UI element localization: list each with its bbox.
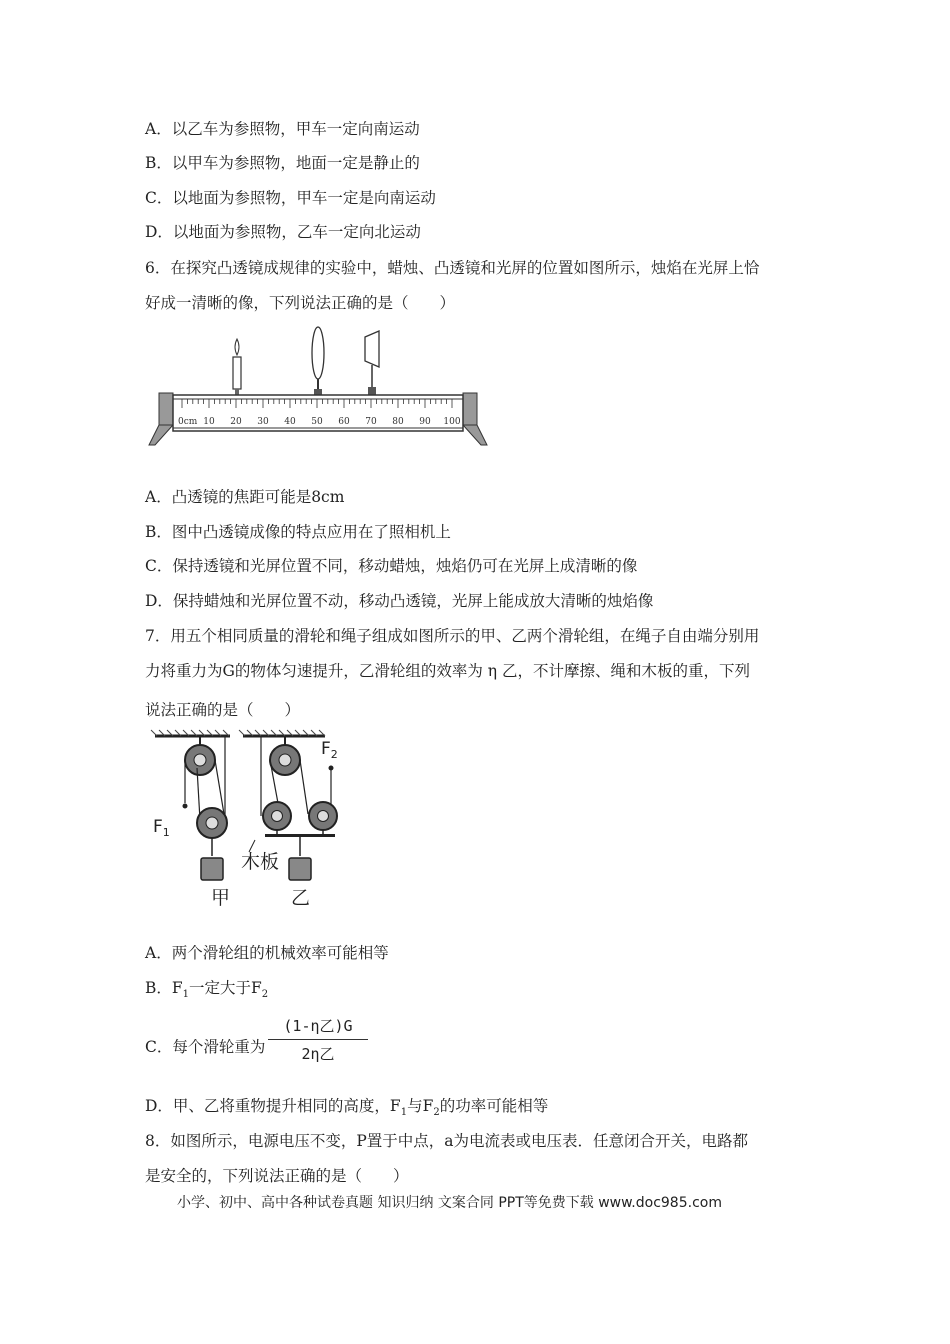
q6-option-a: A．凸透镜的焦距可能是8cm: [145, 488, 345, 506]
ceiling-jia: [151, 730, 230, 736]
q5-option-c: C．以地面为参照物，甲车一定是向南运动: [145, 189, 436, 207]
svg-text:F2: [321, 739, 338, 761]
q7-option-c: C．每个滑轮重为: [145, 1038, 266, 1056]
q8-stem-line2: 是安全的，下列说法正确的是（ ）: [145, 1167, 409, 1185]
q6-option-c: C．保持透镜和光屏位置不同，移动蜡烛，烛焰仍可在光屏上成清晰的像: [145, 557, 638, 575]
ruler-label: 70: [365, 417, 377, 427]
q6-stem-line2: 好成一清晰的像，下列说法正确的是（ ）: [145, 294, 456, 312]
fraction-bar: [268, 1039, 368, 1040]
fraction-numerator: (1-η乙)G: [283, 1017, 353, 1035]
q7-option-d: D．甲、乙将重物提升相同的高度，$F_1$与$F_2$的功率可能相等: [145, 1097, 549, 1119]
candle-icon: [233, 339, 241, 397]
label-f1: F: [153, 817, 163, 837]
label-f2: F: [321, 739, 331, 759]
q7-stem-line3: 说法正确的是（ ）: [145, 701, 301, 719]
page-footer: 小学、初中、高中各种试卷真题 知识归纳 文案合同 PPT等免费下载 www.doc985.com: [177, 1195, 722, 1211]
label-f2-sub: 2: [330, 748, 338, 761]
ruler-label: 100: [443, 417, 461, 427]
q6-option-b: B．图中凸透镜成像的特点应用在了照相机上: [145, 523, 451, 541]
q7-option-a: A．两个滑轮组的机械效率可能相等: [145, 944, 389, 962]
convex-lens-icon: [312, 327, 324, 396]
ruler-label: 20: [230, 417, 242, 427]
wooden-board: [265, 834, 335, 837]
fraction-denominator: 2η乙: [301, 1045, 335, 1063]
q8-stem-line1: 8．如图所示，电源电压不变，P置于中点，a为电流表或电压表．任意闭合开关，电路都: [145, 1132, 749, 1150]
pulley-system-figure: [145, 728, 355, 910]
weight-jia: [201, 858, 223, 880]
label-jia: 甲: [211, 887, 231, 909]
q6-stem-line1: 6．在探究凸透镜成规律的实验中，蜡烛、凸透镜和光屏的位置如图所示，烛焰在光屏上恰: [145, 259, 760, 277]
q5-option-b: B．以甲车为参照物，地面一定是静止的: [145, 154, 420, 172]
ceiling-yi: [239, 730, 325, 736]
ruler-label: 10: [203, 417, 215, 427]
q5-option-d: D．以地面为参照物，乙车一定向北运动: [145, 223, 421, 241]
svg-text:F1: [153, 817, 170, 839]
q6-option-d: D．保持蜡烛和光屏位置不动，移动凸透镜，光屏上能成放大清晰的烛焰像: [145, 592, 654, 610]
ruler-label: 80: [392, 417, 404, 427]
ruler-label: 0cm: [178, 417, 198, 427]
ruler-label: 50: [311, 417, 323, 427]
ruler-label: 60: [338, 417, 350, 427]
q7-option-b: B．$F_1$一定大于$F_2$: [145, 979, 269, 1001]
q5-option-a: A．以乙车为参照物，甲车一定向南运动: [145, 120, 420, 138]
weight-yi: [289, 858, 311, 880]
optical-bench-figure: [145, 325, 490, 450]
ruler-label: 30: [257, 417, 269, 427]
label-board: 木板: [241, 851, 280, 873]
q7-stem-line2: 力将重力为G的物体匀速提升，乙滑轮组的效率为 η 乙，不计摩擦、绳和木板的重，下列: [145, 662, 751, 680]
pulley-weight-fraction: [268, 1015, 368, 1064]
q7-stem-line1: 7．用五个相同质量的滑轮和绳子组成如图所示的甲、乙两个滑轮组，在绳子自由端分别用: [145, 627, 760, 645]
light-screen-icon: [365, 331, 379, 396]
label-f1-sub: 1: [162, 826, 170, 839]
label-yi: 乙: [291, 887, 311, 909]
ruler-label: 90: [419, 417, 431, 427]
ruler-label: 40: [284, 417, 296, 427]
